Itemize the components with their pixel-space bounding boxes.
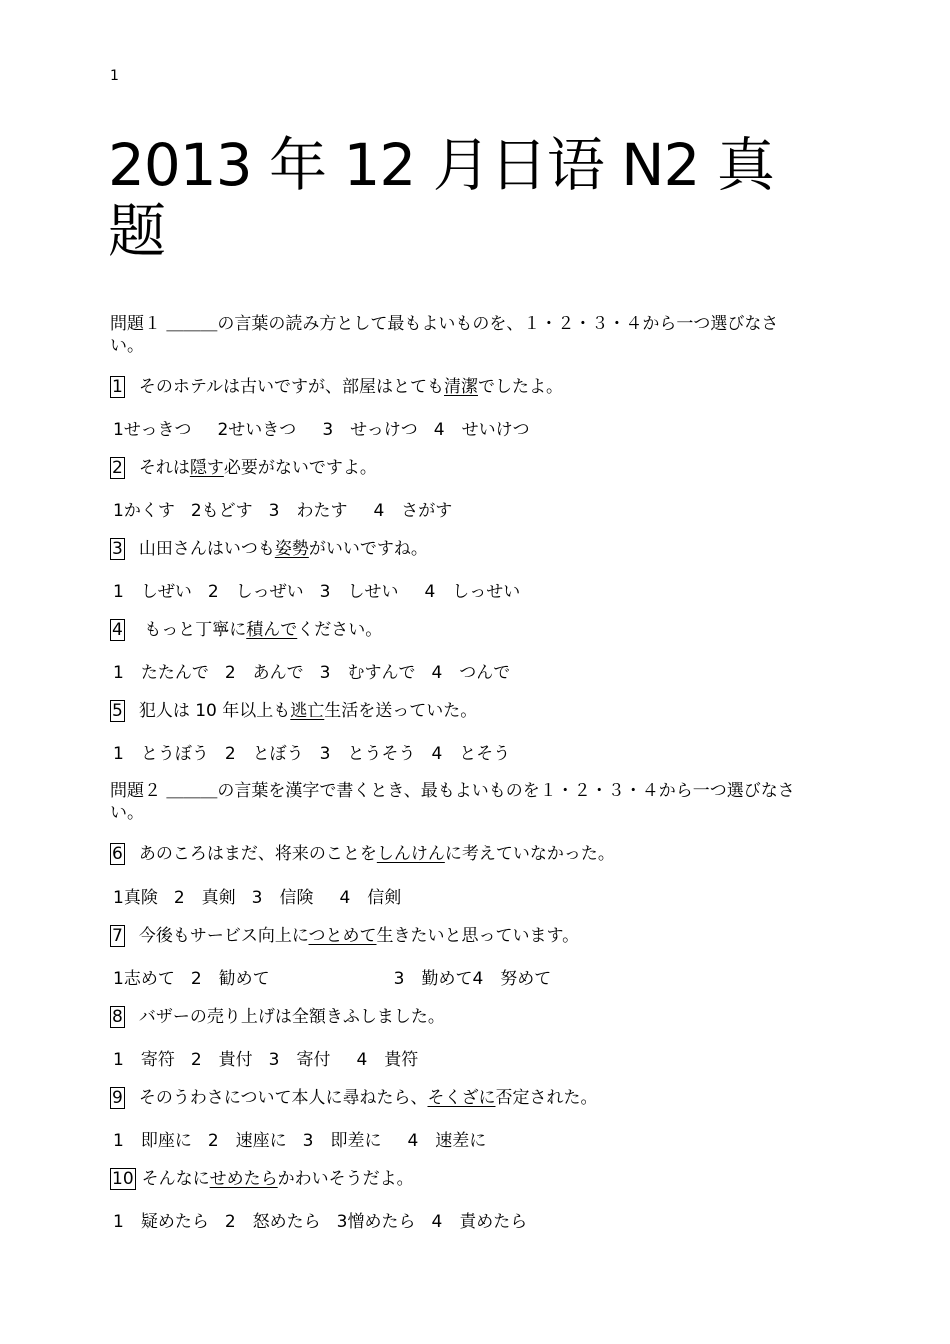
option: 3 即差に [302,1131,382,1151]
options-8 [113,1049,418,1071]
options-7 [113,968,551,990]
option: 1 たたんで [113,663,209,683]
question-number: 7 [112,926,123,946]
question-number: 2 [112,458,123,478]
option: 4 責めたら [431,1212,528,1232]
question-7: 7 今後もサービス向上につとめて生きたいと思っています。 [112,926,580,946]
option: 1かくす [113,501,175,521]
option: 4 努めて [472,969,552,989]
option: 2 速座に [207,1131,287,1151]
question-9: 9 そのうわさについて本人に尋ねたら、そくざに否定された。 [112,1088,598,1108]
target-word: 逃亡 [290,701,325,721]
option: 1 寄符 [113,1050,175,1070]
target-word: せめたら [209,1169,278,1189]
question-number: 1 [112,377,123,397]
option: 4 つんで [431,663,511,683]
target-word: 積んで [246,620,298,640]
option: 2 貴付 [190,1050,253,1070]
question-number: 10 [112,1169,134,1189]
question-5: 5 犯人は 10 年以上も逃亡生活を送っていた。 [112,701,478,721]
option: 4 とそう [431,744,511,764]
question-number: 4 [112,620,123,640]
question-10: 10 そんなにせめたらかわいそうだよ。 [112,1169,414,1189]
option: 3 むすんで [319,663,416,683]
question-6: 6 あのころはまだ、将来のことをしんけんに考えていなかった。 [112,844,615,864]
target-word: 隠す [189,458,224,478]
question-number: 6 [112,844,123,864]
page-title: 2013 年 12 月日语 N2 真题 [108,131,774,265]
option: 1 即座に [113,1131,192,1151]
option: 2せいきつ [217,420,297,440]
options-1 [113,419,530,441]
target-word: つとめて [308,926,377,946]
option: 1 しぜい [113,582,192,602]
option: 3 信険 [251,888,314,908]
options-3 [113,581,520,603]
option: 1せっきつ [113,420,192,440]
option: 2 真剣 [173,888,236,908]
options-6 [113,887,401,909]
target-word: そくざに [427,1088,496,1108]
question-1: 1 そのホテルは古いですが、部屋はとても清潔でしたよ。 [112,377,563,397]
target-word: 清潔 [443,377,478,397]
options-4 [113,662,510,684]
option: 3 勤めて [393,969,473,989]
option: 3 しせい [319,582,399,602]
option: 4 速差に [407,1131,487,1151]
option: 3憎めたら [336,1212,416,1232]
option: 3 せっけつ [322,420,418,440]
question-number: 3 [112,539,123,559]
options-5 [113,743,510,765]
question-number: 8 [112,1007,123,1027]
option: 4 貴符 [356,1050,419,1070]
question-4: 4 もっと丁寧に積んでください。 [112,620,383,640]
question-number: 5 [112,701,123,721]
option: 3 とうそう [319,744,416,764]
option: 3 わたす [268,501,348,521]
option: 2 勧めて [190,969,270,989]
target-word: 姿勢 [274,539,309,559]
option: 1 とうぼう [113,744,209,764]
option: 4 せいけつ [433,420,530,440]
option: 3 寄付 [268,1050,331,1070]
option: 2 とぼう [224,744,304,764]
option: 4 しっせい [424,582,521,602]
options-10 [113,1211,527,1233]
page-number: 1 [110,68,119,84]
option: 2もどす [190,501,253,521]
option: 4 さがす [373,501,453,521]
question-3: 3 山田さんはいつも姿勢がいいですね。 [112,539,428,559]
option: 1真険 [113,888,158,908]
question-8: 8 バザーの売り上げは全額きふしました。 [112,1007,445,1027]
question-number: 9 [112,1088,123,1108]
target-word: しんけん [376,844,445,864]
option: 2 あんで [224,663,304,683]
question-2: 2 それは隠す必要がないですよ。 [112,458,377,478]
option: 2 しっぜい [207,582,304,602]
option: 1志めて [113,969,175,989]
options-2 [113,500,452,522]
section2-instruction: 問題２ ＿＿＿の言葉を漢字で書くとき、最もよいものを１・２・３・４から一つ選びなさい。 [110,781,795,823]
option: 2 怒めたら [224,1212,321,1232]
options-9 [113,1130,486,1152]
option: 1 疑めたら [113,1212,209,1232]
section1-instruction: 問題１ ＿＿＿の言葉の読み方として最もよいものを、１・２・３・４から一つ選びなさい。 [110,314,779,356]
option: 4 信剣 [339,888,402,908]
